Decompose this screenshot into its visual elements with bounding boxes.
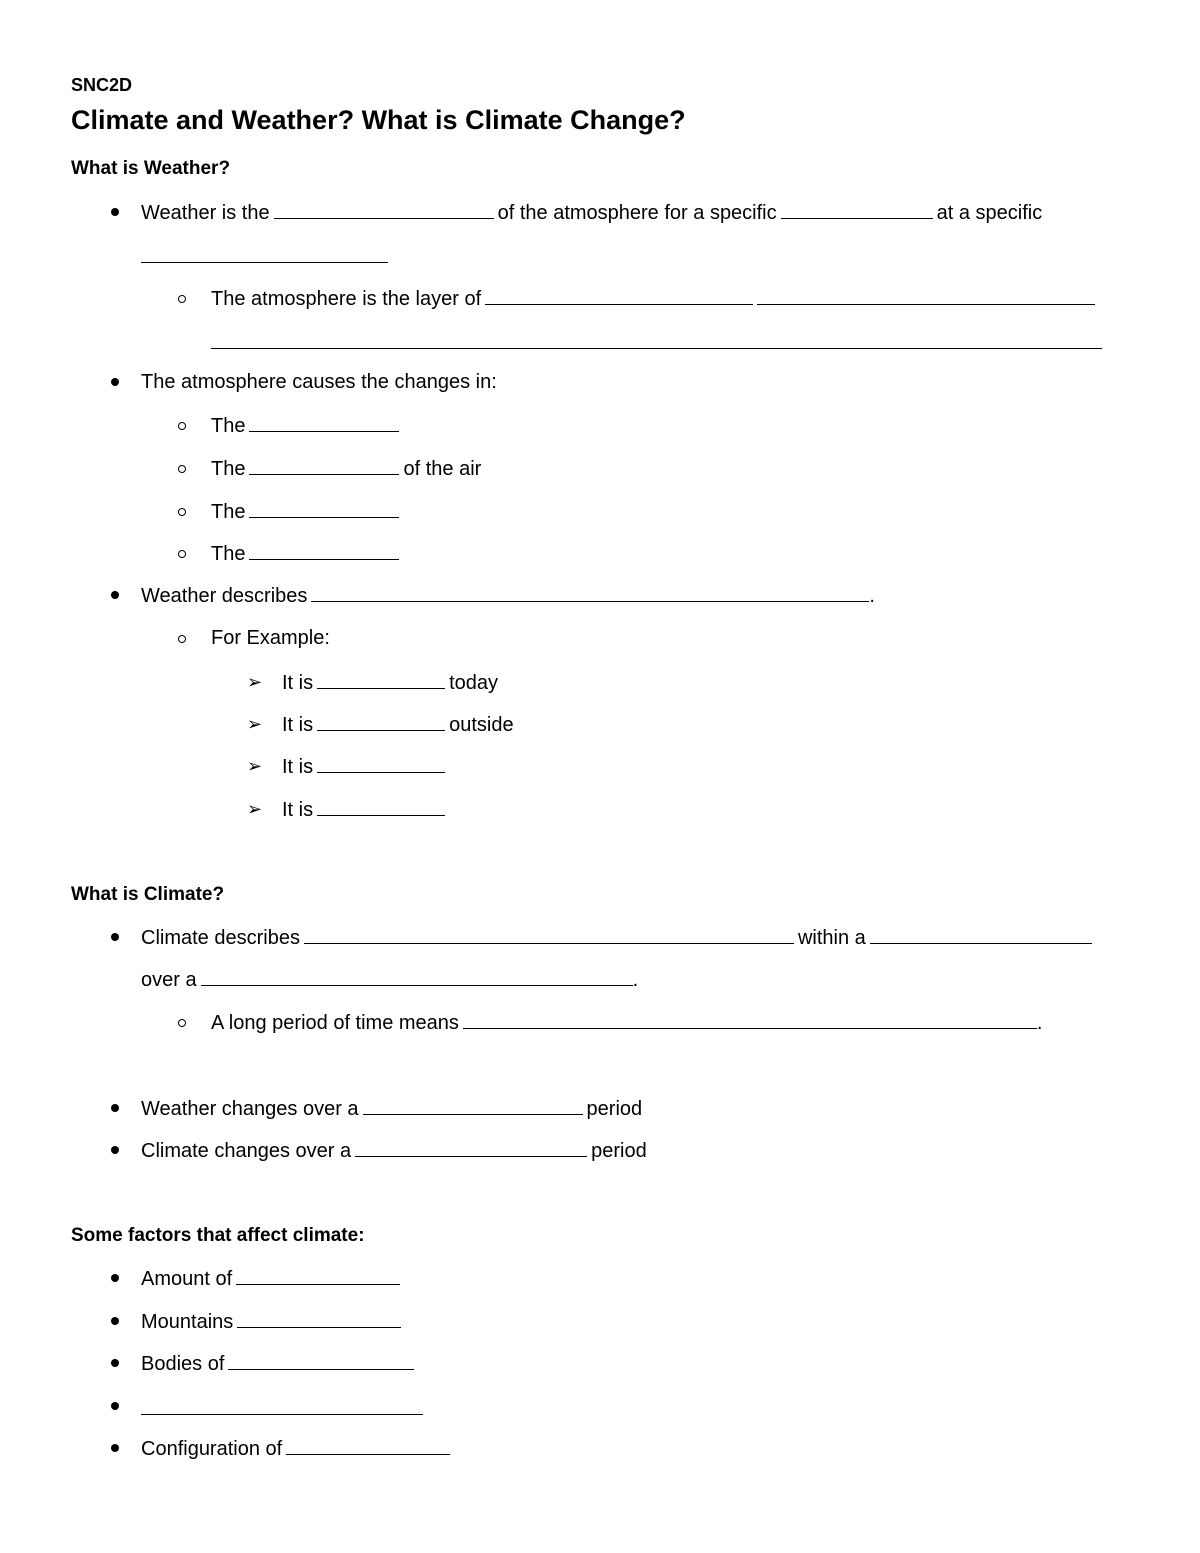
- circle-bullet-icon: [178, 422, 186, 430]
- example-label: It is: [282, 799, 314, 821]
- circle-bullet-icon: [178, 295, 186, 303]
- arrow-bullet-icon: ➢: [247, 672, 263, 692]
- bullet-icon: [111, 1274, 119, 1282]
- bullet-icon: [111, 208, 119, 216]
- example-label: It is: [282, 714, 314, 736]
- atmosphere-layer-text: The atmosphere is the layer of: [211, 288, 482, 310]
- change-item: [211, 456, 481, 481]
- factor-label: Configuration of: [141, 1438, 283, 1460]
- blank-field[interactable]: [274, 200, 494, 219]
- example-suffix: today: [449, 672, 499, 694]
- circle-bullet-icon: [178, 635, 186, 643]
- blank-field[interactable]: [463, 1010, 1037, 1029]
- bullet-icon: [111, 1359, 119, 1367]
- weather-changes-period: [141, 1096, 642, 1121]
- weather-definition-text-2: of the atmosphere for a specific: [497, 202, 777, 224]
- factor-item: [141, 1436, 454, 1461]
- bullet-icon: [111, 1146, 119, 1154]
- change-item-label: The: [211, 543, 246, 565]
- blank-field[interactable]: [236, 1266, 400, 1285]
- factor-label: Mountains: [141, 1311, 234, 1333]
- factor-item: [141, 1309, 405, 1334]
- weather-definition-text-3: at a specific: [936, 202, 1043, 224]
- factor-item: [141, 1351, 418, 1376]
- example-suffix: outside: [449, 714, 514, 736]
- period-word: period: [591, 1140, 647, 1162]
- blank-field[interactable]: [228, 1351, 414, 1370]
- weather-definition-text-1: Weather is the: [141, 202, 270, 224]
- blank-field[interactable]: [141, 262, 388, 263]
- blank-field[interactable]: [249, 499, 399, 518]
- blank-field[interactable]: [249, 413, 399, 432]
- blank-field[interactable]: [141, 1414, 423, 1415]
- course-code: SNC2D: [71, 75, 133, 95]
- climate-over-text: over a: [141, 969, 197, 991]
- circle-bullet-icon: [178, 550, 186, 558]
- blank-field[interactable]: [317, 670, 445, 689]
- blank-field[interactable]: [317, 754, 445, 773]
- blank-field[interactable]: [249, 456, 399, 475]
- blank-field[interactable]: [249, 541, 399, 560]
- blank-field[interactable]: [317, 712, 445, 731]
- climate-changes-period: [141, 1138, 647, 1163]
- bullet-icon: [111, 1317, 119, 1325]
- blank-field[interactable]: [757, 286, 1095, 305]
- weather-describes-text: Weather describes: [141, 585, 308, 607]
- atmosphere-changes: The atmosphere causes the changes in:: [141, 371, 497, 393]
- page-title: Climate and Weather? What is Climate Change?: [71, 105, 686, 135]
- climate-describes: [141, 925, 1096, 950]
- climate-within-text: within a: [797, 927, 866, 949]
- climate-describes-text: Climate describes: [141, 927, 300, 949]
- arrow-bullet-icon: ➢: [247, 714, 263, 734]
- period-mark: .: [632, 969, 639, 991]
- example-label: It is: [282, 756, 314, 778]
- weather-heading: What is Weather?: [71, 158, 231, 179]
- bullet-icon: [111, 591, 119, 599]
- long-period-definition: [211, 1010, 1042, 1035]
- climate-heading: What is Climate?: [71, 884, 225, 905]
- factors-heading: Some factors that affect climate:: [71, 1225, 365, 1246]
- factor-item: [141, 1266, 404, 1291]
- weather-definition: [141, 200, 1042, 225]
- bullet-icon: [111, 378, 119, 386]
- blank-field[interactable]: [870, 925, 1092, 944]
- circle-bullet-icon: [178, 465, 186, 473]
- bullet-icon: [111, 1444, 119, 1452]
- change-item: [211, 413, 403, 438]
- factor-label: Bodies of: [141, 1353, 225, 1375]
- change-item-suffix: of the air: [403, 458, 482, 480]
- arrow-bullet-icon: ➢: [247, 756, 263, 776]
- climate-over: [141, 967, 638, 992]
- weather-describes: [141, 583, 875, 608]
- change-item-label: The: [211, 458, 246, 480]
- example-item: [282, 670, 498, 695]
- blank-field[interactable]: [781, 200, 933, 219]
- circle-bullet-icon: [178, 508, 186, 516]
- arrow-bullet-icon: ➢: [247, 799, 263, 819]
- atmosphere-layer: [211, 286, 1099, 311]
- change-item-label: The: [211, 501, 246, 523]
- example-item: [282, 712, 514, 737]
- blank-field[interactable]: [286, 1436, 450, 1455]
- example-item: [282, 754, 449, 779]
- example-item: [282, 797, 449, 822]
- bullet-icon: [111, 933, 119, 941]
- blank-field[interactable]: [355, 1138, 587, 1157]
- long-period-text: A long period of time means: [211, 1012, 459, 1034]
- blank-field[interactable]: [311, 583, 869, 602]
- period-mark: .: [869, 585, 875, 607]
- period-word: period: [586, 1098, 643, 1120]
- blank-field[interactable]: [237, 1309, 401, 1328]
- blank-field[interactable]: [317, 797, 445, 816]
- change-item: [211, 499, 403, 524]
- blank-field[interactable]: [485, 286, 753, 305]
- blank-field[interactable]: [363, 1096, 583, 1115]
- bullet-icon: [111, 1104, 119, 1112]
- blank-field[interactable]: [201, 967, 633, 986]
- climate-changes-text: Climate changes over a: [141, 1140, 352, 1162]
- change-item: [211, 541, 403, 566]
- weather-changes-text: Weather changes over a: [141, 1098, 359, 1120]
- for-example-label: For Example:: [211, 627, 330, 649]
- circle-bullet-icon: [178, 1019, 186, 1027]
- factor-label: Amount of: [141, 1268, 233, 1290]
- blank-field[interactable]: [211, 348, 1102, 349]
- change-item-label: The: [211, 415, 246, 437]
- period-mark: .: [1036, 1012, 1043, 1034]
- example-label: It is: [282, 672, 314, 694]
- bullet-icon: [111, 1402, 119, 1410]
- blank-field[interactable]: [304, 925, 794, 944]
